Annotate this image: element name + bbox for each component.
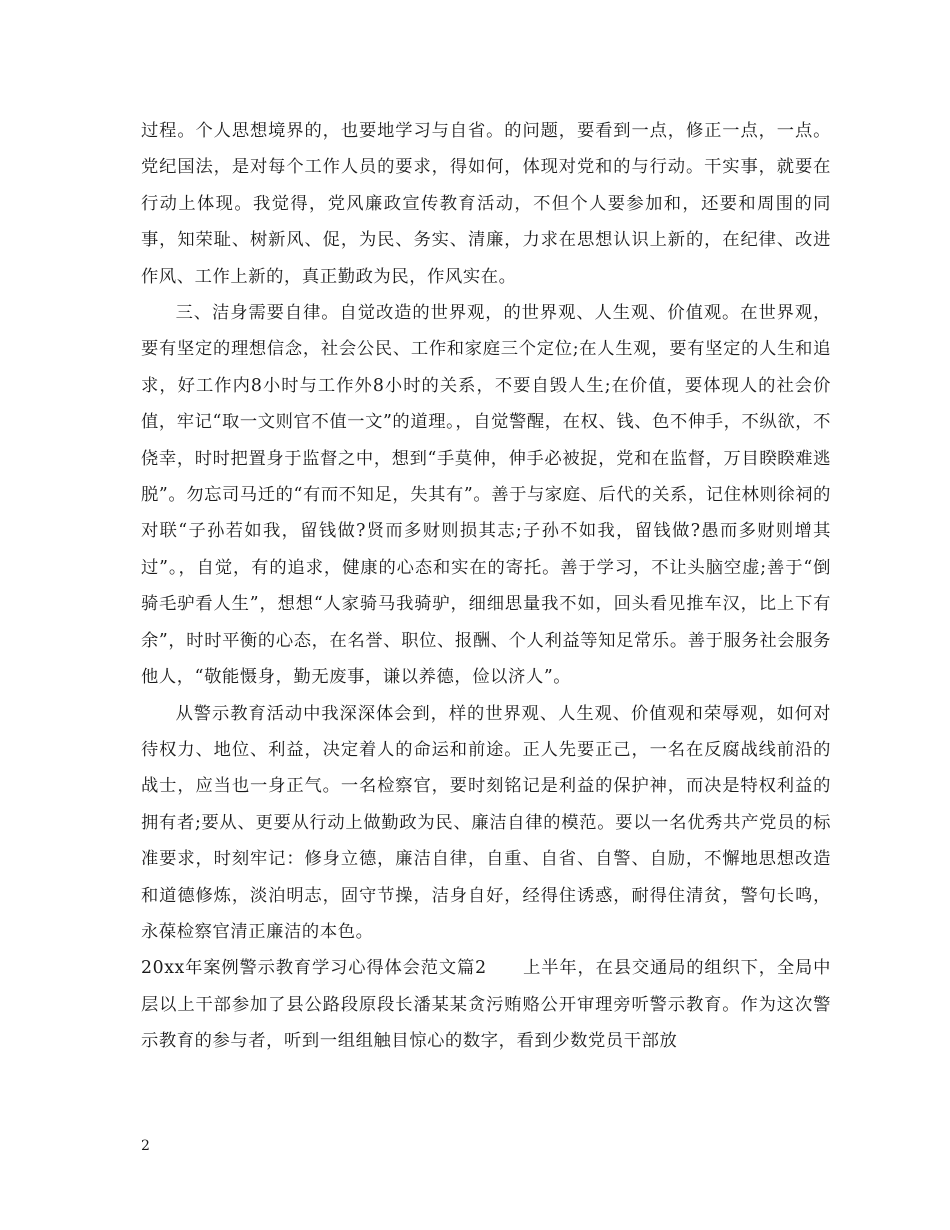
paragraph-2: 三、洁身需要自律。自觉改造的世界观，的世界观、人生观、价值观。在世界观，要有坚定的理想信念，社会公民、工作和家庭三个定位;在人生观，要有坚定的人生和追求，好工作内8小时与工作外8小时的关系，不要自毁人生;在价值，要体现人的社会价值，牢记“取一文则官不值一文”的道理。，自觉警醒，在权、钱、色不伸手，不纵欲，不侥幸，时时把置身于监督之中，想到“手莫伸，伸手必被捉，党和在监督，万目睽睽难逃脱”。勿忘司马迁的“有而不知足，失其有”。善于与家庭、后代的关系，记住林则徐祠的对联“子孙若如我，留钱做?贤而多财则损其志;子孙不如我，留钱做?愚而多财则增其过”。，自觉，有的追求，健康的心态和实在的寄托。善于学习，不让头脑空虚;善于“倒骑毛驴看人生”，想想“人家骑马我骑驴，细细思量我不如，回头看见推车汉，比上下有余”，时时平衡的心态，在名誉、职位、报酬、个人利益等知足常乐。善于服务社会服务他人，“敬能慑身，勤无废事，谦以养德，俭以济人”。 [141,303,831,688]
paragraph-1: 过程。个人思想境界的，也要地学习与自省。的问题，要看到一点，修正一点，一点。党纪国法，是对每个工作人员的要求，得如何，体现对党和的与行动。干实事，就要在行动上体现。我觉得，党风廉政宣传教育活动，不但个人要参加和，还要和周围的同事，知荣耻、树新风、促，为民、务实、清廉，力求在思想认识上新的，在纪律、改进作风、工作上新的，真正勤政为民，作风实在。 [141,121,831,287]
paragraph-3: 从警示教育活动中我深深体会到，样的世界观、人生观、价值观和荣辱观，如何对待权力、地位、利益，决定着人的命运和前途。正人先要正己，一名在反腐战线前沿的战士，应当也一身正气。一名检察官，要时刻铭记是利益的保护神，而决是特权利益的拥有者;要从、更要从行动上做勤政为民、廉洁自律的模范。要以一名优秀共产党员的标准要求，时刻牢记：修身立德，廉洁自律，自重、自省、自警、自励，不懈地思想改造和道德修炼，淡泊明志，固守节操，洁身自好，经得住诱惑，耐得住清贫，警句长鸣，永葆检察官清正廉洁的本色。 [141,703,831,942]
paragraph-4: 20xx年案例警示教育学习心得体会范文篇2 上半年，在县交通局的组织下，全局中层以上干部参加了县公路段原段长潘某某贪污贿赂公开审理旁听警示教育。作为这次警示教育的参与者，听到一组组触目惊心的数字，看到少数党员干部放 [141,958,831,1052]
document-body [141,113,831,1060]
page-number: 2 [141,1138,150,1154]
